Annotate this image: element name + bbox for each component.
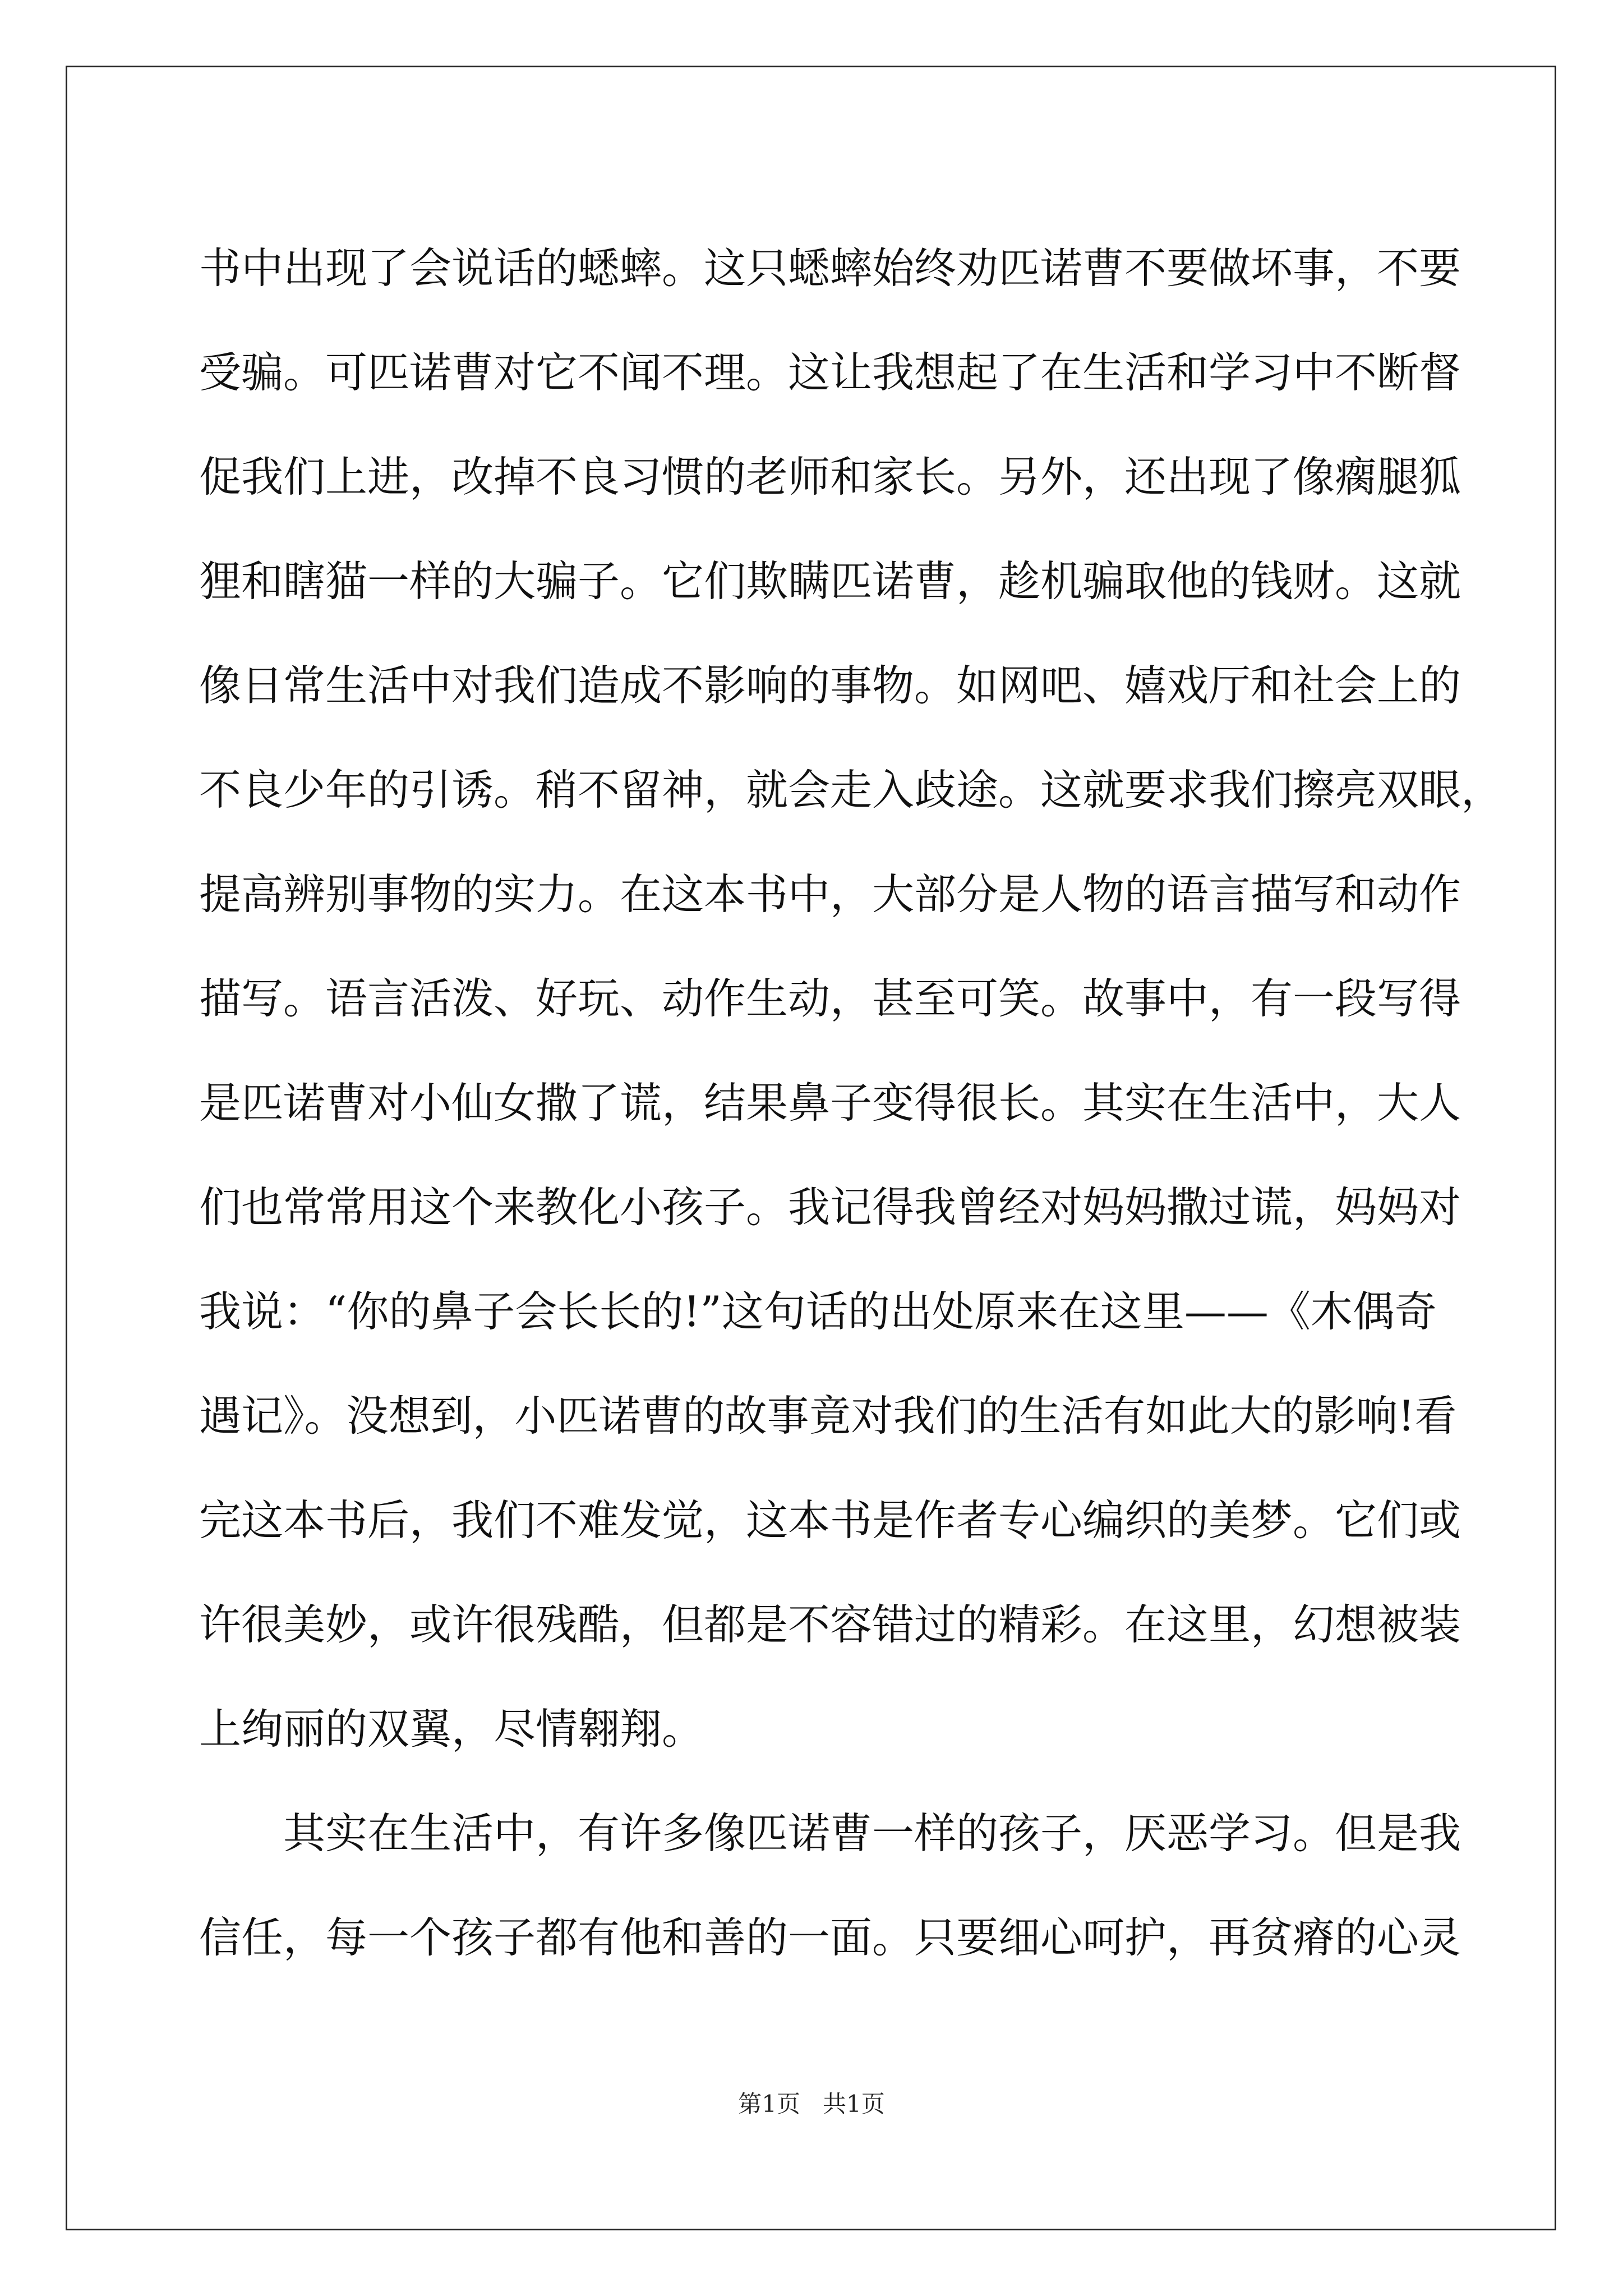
page-footer bbox=[0, 2086, 1623, 2119]
text-line: 信任，每一个孩子都有他和善的一面。只要细心呵护，再贫瘠的心灵 bbox=[199, 1913, 1461, 1962]
text-line: 完这本书后，我们不难发觉，这本书是作者专心编织的美梦。它们或 bbox=[199, 1496, 1461, 1545]
text-line: 描写。语言活泼、好玩、动作生动，甚至可笑。故事中，有一段写得 bbox=[199, 974, 1461, 1023]
text-line-paragraph-start: 其实在生活中，有许多像匹诺曹一样的孩子，厌恶学习。但是我 bbox=[283, 1809, 1461, 1858]
text-line: 我说：“你的鼻子会长长的!”这句话的出处原来在这里——《木偶奇 bbox=[199, 1287, 1437, 1336]
text-line: 提高辨别事物的实力。在这本书中，大部分是人物的语言描写和动作 bbox=[199, 869, 1461, 919]
document-body bbox=[199, 216, 1504, 1990]
text-line: 狸和瞎猫一样的大骗子。它们欺瞒匹诺曹，趁机骗取他的钱财。这就 bbox=[199, 556, 1461, 606]
text-line: 们也常常用这个来教化小孩子。我记得我曾经对妈妈撒过谎，妈妈对 bbox=[199, 1182, 1461, 1232]
text-line: 许很美妙，或许很残酷，但都是不容错过的精彩。在这里，幻想被装 bbox=[199, 1600, 1461, 1649]
text-line: 促我们上进，改掉不良习惯的老师和家长。另外，还出现了像瘸腿狐 bbox=[199, 452, 1461, 501]
page-number: 第1页 bbox=[738, 2090, 800, 2118]
page-total: 共1页 bbox=[823, 2090, 885, 2118]
text-line: 不良少年的引诱。稍不留神，就会走入歧途。这就要求我们擦亮双眼， bbox=[199, 765, 1504, 815]
text-line: 书中出现了会说话的蟋蟀。这只蟋蟀始终劝匹诺曹不要做坏事，不要 bbox=[199, 243, 1461, 293]
text-line: 像日常生活中对我们造成不影响的事物。如网吧、嬉戏厅和社会上的 bbox=[199, 661, 1461, 710]
text-line: 是匹诺曹对小仙女撒了谎，结果鼻子变得很长。其实在生活中，大人 bbox=[199, 1078, 1461, 1128]
text-line: 遇记》。没想到，小匹诺曹的故事竟对我们的生活有如此大的影响!看 bbox=[199, 1391, 1457, 1441]
text-line-paragraph-end: 上绚丽的双翼，尽情翱翔。 bbox=[199, 1704, 704, 1754]
text-line: 受骗。可匹诺曹对它不闻不理。这让我想起了在生活和学习中不断督 bbox=[199, 348, 1461, 397]
